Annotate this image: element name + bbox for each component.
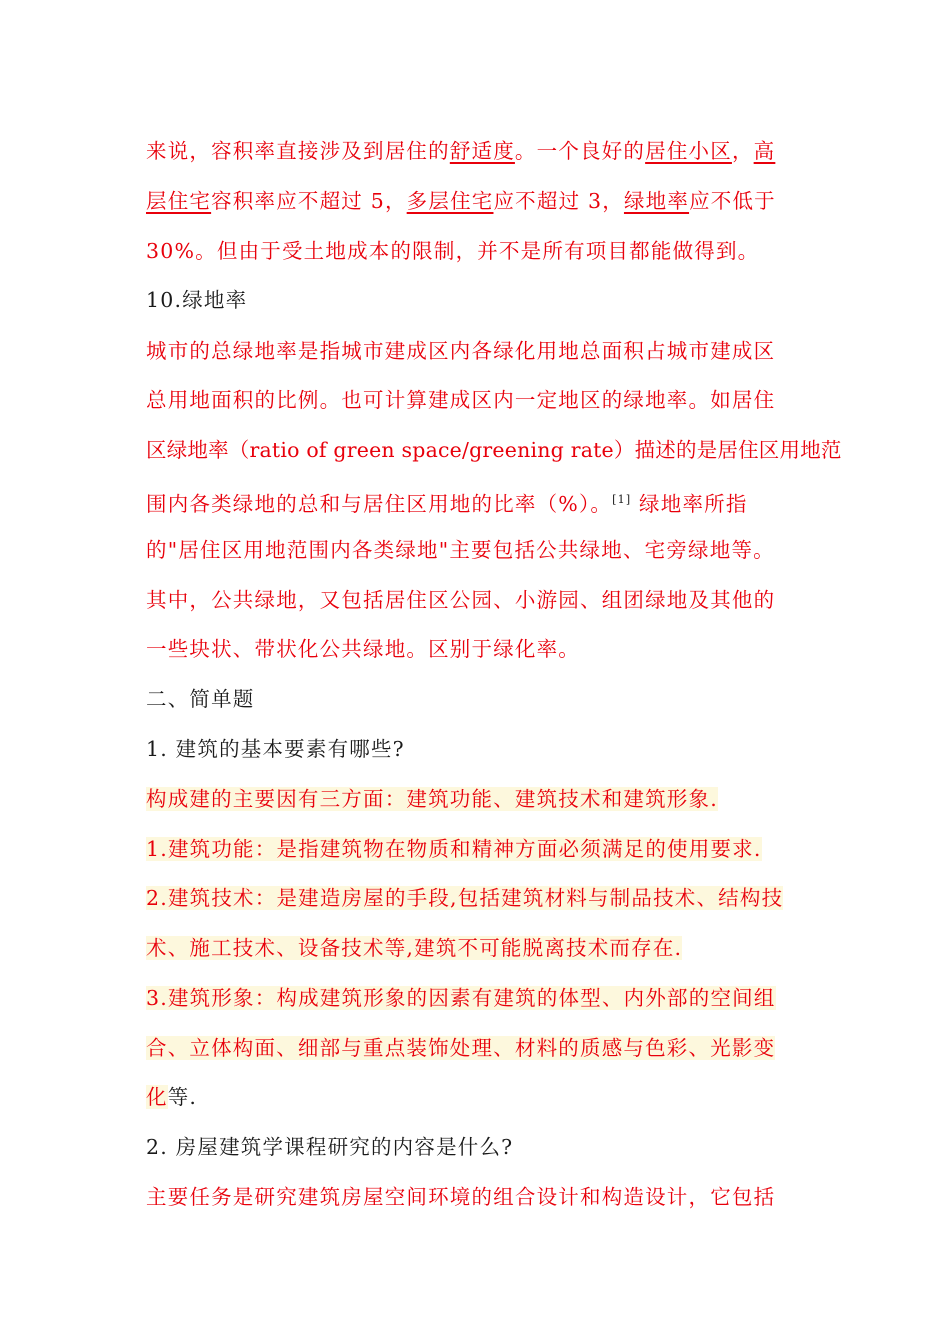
answer-1-line-4 — [146, 933, 806, 963]
answer-2-line-1: 主要任务是研究建筑房屋空间环境的组合设计和构造设计，它包括 — [146, 1185, 776, 1209]
link-highrise-end[interactable]: 层住宅 — [146, 189, 212, 213]
text-run: 容积率应不超过 5， — [211, 189, 407, 213]
text-run: 绿地率所指 — [631, 492, 748, 516]
link-multistorey[interactable]: 多层住宅 — [406, 189, 494, 213]
heading-green-rate: 10.绿地率 — [146, 288, 248, 312]
answer-1-line-6 — [146, 1033, 806, 1063]
answer-1-line-2 — [146, 834, 806, 864]
green-para-line-6: 其中，公共绿地，又包括居住区公园、小游园、组团绿地及其他的 — [146, 588, 776, 612]
text-run: 来说，容积率直接涉及到居住的 — [146, 139, 450, 163]
green-para-line-7: 一些块状、带状化公共绿地。区别于绿化率。 — [146, 637, 580, 661]
highlighted-text: 化 — [146, 1085, 168, 1109]
far-para-line-1 — [146, 136, 806, 166]
answer-1-line-7 — [146, 1082, 806, 1112]
highlighted-text: 构成建的主要因有三方面：建筑功能、建筑技术和建筑形象. — [146, 787, 718, 811]
section-heading-short-answer: 二、简单题 — [146, 687, 255, 711]
highlighted-text: 合、立体构面、细部与重点装饰处理、材料的质感与色彩、光影变 — [146, 1036, 776, 1060]
far-para-line-3: 30%。但由于受土地成本的限制，并不是所有项目都能做得到。 — [146, 239, 760, 263]
green-para-line-1: 城市的总绿地率是指城市建成区内各绿化用地总面积占城市建成区 — [146, 339, 776, 363]
far-para-line-2 — [146, 186, 806, 216]
answer-1-line-3 — [146, 883, 806, 913]
text-run: 等. — [167, 1085, 198, 1109]
link-comfort[interactable]: 舒适度 — [449, 139, 515, 163]
highlighted-text: 1.建筑功能：是指建筑物在物质和精神方面必须满足的使用要求. — [146, 837, 762, 861]
text-run: 应不低于 — [689, 189, 776, 213]
link-green-rate[interactable]: 绿地率 — [623, 189, 690, 213]
highlighted-text: 3.建筑形象：构成建筑形象的因素有建筑的体型、内外部的空间组 — [146, 986, 776, 1010]
question-2: 2. 房屋建筑学课程研究的内容是什么? — [146, 1135, 514, 1159]
citation-ref[interactable]: [1] — [612, 493, 632, 506]
text-run: 围内各类绿地的总和与居住区用地的比率（%）。 — [146, 492, 613, 516]
text-run: 。一个良好的 — [514, 139, 646, 163]
text-run: ， — [731, 139, 754, 163]
link-residential-district[interactable]: 居住小区 — [645, 139, 732, 163]
text-run: 应不超过 3， — [493, 189, 624, 213]
question-1: 1. 建筑的基本要素有哪些? — [146, 737, 405, 761]
green-para-line-4 — [146, 485, 806, 519]
green-para-line-2: 总用地面积的比例。也可计算建成区内一定地区的绿地率。如居住 — [146, 388, 776, 412]
answer-1-line-5 — [146, 983, 806, 1013]
highlighted-text: 2.建筑技术：是建造房屋的手段,包括建筑材料与制品技术、结构技 — [146, 886, 784, 910]
link-highrise-start[interactable]: 高 — [753, 139, 776, 163]
answer-1-line-1 — [146, 784, 806, 814]
highlighted-text: 术、施工技术、设备技术等,建筑不可能脱离技术而存在. — [146, 936, 683, 960]
green-para-line-3: 区绿地率（ratio of green space/greening rate）描述的是居住区用地范 — [146, 438, 842, 462]
green-para-line-5: 的"居住区用地范围内各类绿地"主要包括公共绿地、宅旁绿地等。 — [146, 538, 775, 562]
